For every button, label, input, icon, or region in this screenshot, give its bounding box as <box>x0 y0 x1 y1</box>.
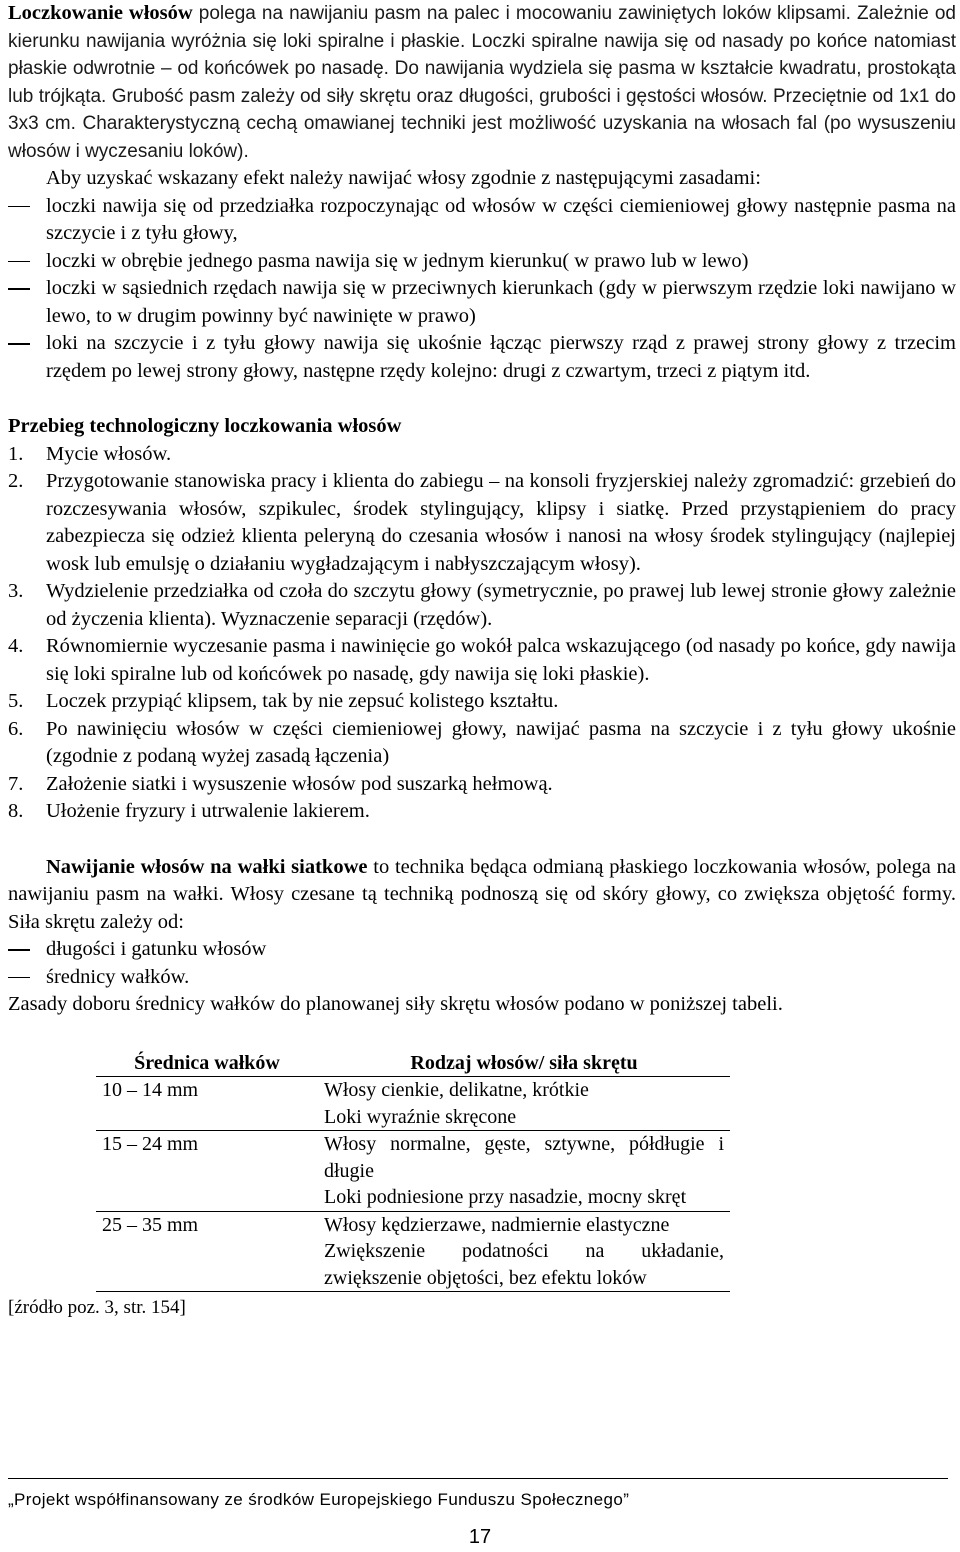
factors-list <box>8 936 956 991</box>
table-cell-diameter: 25 – 35 mm <box>96 1211 320 1292</box>
roller-diameter-table <box>96 1050 730 1293</box>
table-source: [źródło poz. 3, str. 154] <box>8 1297 186 1318</box>
table-intro: Zasady doboru średnicy wałków do planowanej siły skrętu włosów podano w poniższej tabeli. <box>8 993 783 1015</box>
process-step: 4. Równomiernie wyczesanie pasma i nawinięcie go wokół palca wskazującego (od nasady po końce, gdy nawija się loki spiralne lub od końcówek po nasadę, gdy nawija się loki płaskie). <box>8 635 956 685</box>
process-step: 7. Założenie siatki i wysuszenie włosów pod suszarką hełmową. <box>8 772 553 795</box>
footer-text: „Projekt współfinansowany ze środków Europejskiego Funduszu Społecznego” <box>8 1490 630 1509</box>
table-row <box>96 1077 730 1131</box>
table-cell-diameter: 10 – 14 mm <box>96 1077 320 1131</box>
table-cell-hair-type: Włosy normalne, gęste, sztywne, półdługie i długie Loki podniesione przy nasadzie, mocny skręt <box>320 1131 730 1212</box>
process-steps <box>8 441 956 826</box>
dash-bullet <box>8 343 30 345</box>
footer-divider <box>8 1478 948 1479</box>
rules-item: loczki w sąsiednich rzędach nawija się w przeciwnych kierunkach (gdy w pierwszym rzędzie loki nawijano w lewo, to w drugim powinny być nawinięte w prawo) <box>8 275 956 330</box>
table-header-row <box>96 1050 730 1077</box>
process-step: 1. Mycie włosów. <box>8 442 172 465</box>
dash-bullet <box>8 288 30 290</box>
factor-item: długości i gatunku włosów <box>8 936 956 964</box>
intro-text: polega na nawijaniu pasm na palec i mocowaniu zawiniętych loków klipsami. Zależnie od kierunku nawijania wyróżnia się loki spiralne i płaskie. Loczki spiralne nawija się od nasady po końce natomiast płaskie odwrotnie – od końcówek po nasadę. Do nawijania wydziela się pasma w kształcie kwadratu, prostokąta lub trójkąta. Grubość pasm zależy od siły skrętu oraz długości, grubości i gęstości włosów. Przeciętnie od 1x1 do 3x3 cm. Charakterystyczną cechą omawianej techniki jest możliwość uzyskania na włosach fal (po wysuszeniu włosów i wyczesaniu loków). <box>8 3 956 162</box>
table-cell-hair-type: Włosy cienkie, delikatne, krótkie Loki wyraźnie skręcone <box>320 1077 730 1131</box>
process-step: 3. Wydzielenie przedziałka od czoła do szczytu głowy (symetrycznie, po prawej lub lewej stronie głowy zależnie od życzenia klienta). Wyznaczenie separacji (rzędów). <box>8 580 956 630</box>
rules-lead: Aby uzyskać wskazany efekt należy nawijać włosy zgodnie z następującymi zasadami: <box>46 167 761 189</box>
rules-item: loki na szczycie i z tyłu głowy nawija się ukośnie łącząc pierwszy rząd z prawej strony głowy z trzecim rzędem po lewej strony głowy, następne rzędy kolejno: drugi z czwartym, trzeci z piątym itd. <box>8 330 956 385</box>
section-title: Przebieg technologiczny loczkowania włosów <box>8 415 402 437</box>
dash-bullet <box>8 949 30 951</box>
rollers-paragraph <box>8 854 956 937</box>
dash-bullet <box>8 206 30 208</box>
table-cell-hair-type: Włosy kędzierzawe, nadmiernie elastyczne Zwiększenie podatności na układanie, zwiększenie objętości, bez efektu loków <box>320 1211 730 1292</box>
table-header: Średnica wałków <box>96 1050 320 1077</box>
table-row <box>96 1211 730 1292</box>
dash-bullet <box>8 261 30 263</box>
table-header: Rodzaj włosów/ siła skrętu <box>320 1050 730 1077</box>
process-step: 8. Ułożenie fryzury i utrwalenie lakierem. <box>8 800 370 822</box>
intro-paragraph <box>8 0 956 165</box>
factor-item: średnicy wałków. <box>8 964 956 992</box>
intro-term: Loczkowanie włosów <box>8 2 193 24</box>
process-step: 6. Po nawinięciu włosów w części ciemieniowej głowy, nawijać pasma na szczycie i z tyłu głowy ukośnie (zgodnie z podaną wyżej zasadą łączenia) <box>8 717 956 767</box>
rules-item: loczki w obrębie jednego pasma nawija się w jednym kierunku( w prawo lub w lewo) <box>8 248 956 276</box>
page-number: 17 <box>468 1526 492 1548</box>
table-row <box>96 1131 730 1212</box>
document-page <box>8 0 956 1322</box>
rollers-text: to technika będąca odmianą płaskiego loczkowania włosów, polega na nawijaniu pasm na wałki. Włosy czesane tą techniką podnoszą się od skóry głowy, co zwiększa objętość formy. Siła skrętu zależy od: <box>8 855 956 933</box>
table-cell-diameter: 15 – 24 mm <box>96 1131 320 1212</box>
rules-item: loczki nawija się od przedziałka rozpoczynając od włosów w części ciemieniowej głowy następnie pasma na szczycie i z tyłu głowy, <box>8 193 956 248</box>
process-step: 5. Loczek przypiąć klipsem, tak by nie zepsuć kolistego kształtu. <box>8 690 559 712</box>
dash-bullet <box>8 977 30 979</box>
rules-list <box>8 193 956 386</box>
rollers-term: Nawijanie włosów na wałki siatkowe <box>46 855 368 878</box>
process-step: 2. Przygotowanie stanowiska pracy i klienta do zabiegu – na konsoli fryzjerskiej należy zgromadzić: grzebień do rozczesywania włosów, szpikulec, środek stylingujący, klipsy i siatkę. Przed przystąpieniem do pracy zabezpiecza się odzież klienta peleryną do czesania włosów i nanosi na włosy środek stylingujący (najlepiej wosk lub emulsję o działaniu wygładzającym i nabłyszczającym włosy). <box>8 470 956 575</box>
